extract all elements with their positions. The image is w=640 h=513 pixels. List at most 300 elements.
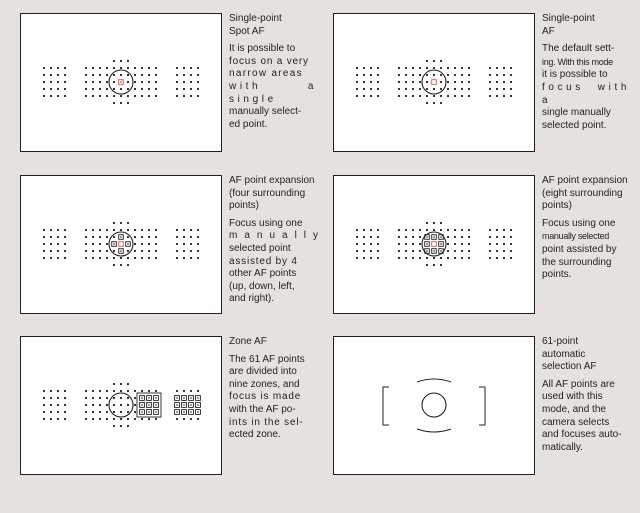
frame-bracket-left [383, 387, 389, 425]
body-line: ing. With this mode [542, 56, 613, 67]
af-point-dot [489, 229, 491, 231]
af-point-dot [113, 229, 115, 231]
af-point-dot [99, 404, 101, 406]
af-point-dot [405, 257, 407, 259]
af-point-dot [433, 257, 435, 259]
af-point-dot [155, 74, 157, 76]
af-point-dot [489, 81, 491, 83]
af-point-zone-dot [141, 411, 143, 413]
af-point-dot [148, 74, 150, 76]
af-point-dot [183, 81, 185, 83]
af-point-dot [148, 95, 150, 97]
af-point-zone-dot [183, 404, 185, 406]
af-point-dot [412, 74, 414, 76]
af-point-dot [127, 222, 129, 224]
af-point-dot [356, 81, 358, 83]
af-point-dot [120, 95, 122, 97]
af-point-dot [50, 236, 52, 238]
af-point-dot [43, 411, 45, 413]
af-point-dot [412, 257, 414, 259]
af-point-dot [489, 67, 491, 69]
title-spot-af [229, 13, 317, 38]
af-diagram-spot [21, 14, 221, 151]
af-point-dot [113, 383, 115, 385]
af-point-dot [64, 418, 66, 420]
af-point-dot [57, 95, 59, 97]
af-point-dot [419, 236, 421, 238]
af-point-dot [127, 264, 129, 266]
af-point-dot [92, 418, 94, 420]
af-point-dot [64, 243, 66, 245]
af-point-dot [113, 60, 115, 62]
af-point-dot [92, 390, 94, 392]
af-point-dot [120, 222, 122, 224]
af-point-dot [461, 81, 463, 83]
body-line: ints in the sel- [229, 416, 304, 428]
af-point-dot [412, 88, 414, 90]
center-circle [422, 232, 446, 256]
body-line: camera selects [542, 416, 610, 428]
af-point-dot [43, 397, 45, 399]
af-point-zone-dot [197, 411, 199, 413]
af-point-dot [155, 95, 157, 97]
af-point-dot [197, 243, 199, 245]
af-point-dot [447, 81, 449, 83]
af-point-dot [113, 390, 115, 392]
title-line: selection AF [542, 361, 597, 373]
title-zone-af [229, 336, 317, 349]
title-line: AF point expansion [542, 175, 628, 186]
af-point-dot [356, 74, 358, 76]
af-point-dot [510, 236, 512, 238]
af-point-dot [447, 236, 449, 238]
af-point-dot [64, 74, 66, 76]
af-point-dot [510, 95, 512, 97]
af-point-dot [113, 411, 115, 413]
af-point-dot [113, 397, 115, 399]
af-point-dot [85, 418, 87, 420]
af-point-dot [398, 250, 400, 252]
af-point-dot [148, 88, 150, 90]
af-point-dot [510, 243, 512, 245]
af-point-dot [370, 74, 372, 76]
af-point-dot [134, 411, 136, 413]
af-point-dot [377, 236, 379, 238]
body-zone-af [229, 354, 317, 442]
af-point-dot [197, 390, 199, 392]
af-point-dot [99, 250, 101, 252]
af-point-dot [190, 74, 192, 76]
body-line: ed point. [229, 118, 268, 130]
af-point-dot [148, 236, 150, 238]
af-point-dot [85, 81, 87, 83]
af-point-dot [50, 74, 52, 76]
af-point-dot [113, 250, 115, 252]
af-point-dot [155, 390, 157, 392]
title-line: Zone AF [229, 336, 267, 347]
af-point-dot [183, 67, 185, 69]
af-point-selected [119, 242, 124, 247]
af-point-dot [496, 236, 498, 238]
af-point-dot [496, 95, 498, 97]
af-point-dot [419, 81, 421, 83]
af-point-dot [461, 257, 463, 259]
af-point-dot [183, 88, 185, 90]
af-point-dot [57, 243, 59, 245]
af-point-dot [113, 67, 115, 69]
af-point-dot [197, 236, 199, 238]
af-point-dot [363, 74, 365, 76]
af-point-dot [370, 257, 372, 259]
af-point-dot [148, 67, 150, 69]
af-point-dot [43, 74, 45, 76]
af-point-dot [363, 88, 365, 90]
af-point-dot [496, 250, 498, 252]
af-point-dot [433, 60, 435, 62]
af-point-dot [503, 236, 505, 238]
af-point-dot [197, 229, 199, 231]
title-line: AF point expansion [229, 175, 315, 186]
af-point-dot [370, 67, 372, 69]
af-point-dot [64, 67, 66, 69]
af-point-dot [370, 88, 372, 90]
af-point-dot [412, 81, 414, 83]
af-point-dot [64, 95, 66, 97]
af-point-dot [92, 81, 94, 83]
af-point-dot [106, 236, 108, 238]
af-point-dot [134, 67, 136, 69]
af-point-dot [57, 74, 59, 76]
af-point-dot [197, 95, 199, 97]
af-point-dot [496, 88, 498, 90]
af-point-dot [176, 390, 178, 392]
viewfinder-auto-61 [333, 336, 535, 475]
af-point-dot [190, 243, 192, 245]
af-point-dot [120, 390, 122, 392]
af-point-dot [85, 390, 87, 392]
af-point-dot [50, 81, 52, 83]
spot-point-center [120, 81, 122, 83]
af-point-dot [197, 250, 199, 252]
af-point-dot [106, 81, 108, 83]
af-point-dot [106, 418, 108, 420]
body-line: used with this [542, 391, 603, 403]
af-point-dot [503, 257, 505, 259]
af-point-zone-dot [155, 404, 157, 406]
af-point-dot [468, 250, 470, 252]
af-point-zone-dot [190, 411, 192, 413]
title-single-point-af [542, 13, 630, 38]
af-point-dot [370, 250, 372, 252]
af-point-dot [85, 229, 87, 231]
af-point-dot [127, 250, 129, 252]
af-point-dot [43, 418, 45, 420]
af-point-dot [440, 95, 442, 97]
af-point-dot [440, 264, 442, 266]
viewfinder-zone-af [20, 336, 222, 475]
af-point-dot [113, 222, 115, 224]
af-point-dot [503, 67, 505, 69]
af-point-dot [419, 95, 421, 97]
af-point-dot [503, 88, 505, 90]
af-point-selected [432, 80, 437, 85]
af-point-dot [120, 88, 122, 90]
body-line: selected point [229, 242, 291, 254]
af-point-dot [113, 81, 115, 83]
af-point-dot [419, 250, 421, 252]
af-point-dot [183, 74, 185, 76]
af-point-dot [85, 397, 87, 399]
af-point-dot [454, 67, 456, 69]
af-point-dot [141, 243, 143, 245]
description-expansion-four [229, 175, 326, 306]
af-point-assist-dot [440, 243, 442, 245]
body-line: manually select- [229, 106, 302, 118]
af-point-dot [85, 411, 87, 413]
af-point-assist-dot [433, 250, 435, 252]
af-point-dot [113, 257, 115, 259]
af-point-dot [43, 250, 45, 252]
af-point-dot [419, 88, 421, 90]
af-point-dot [447, 243, 449, 245]
af-point-dot [127, 425, 129, 427]
af-point-dot [426, 88, 428, 90]
af-point-dot [92, 236, 94, 238]
af-point-dot [113, 418, 115, 420]
af-point-assist-dot [426, 250, 428, 252]
af-point-dot [57, 67, 59, 69]
af-point-dot [370, 236, 372, 238]
af-point-dot [85, 257, 87, 259]
af-point-dot [377, 95, 379, 97]
af-point-dot [43, 404, 45, 406]
af-point-assist-dot [113, 243, 115, 245]
af-point-dot [426, 74, 428, 76]
af-point-dot [85, 88, 87, 90]
af-point-dot [155, 229, 157, 231]
af-point-dot [85, 404, 87, 406]
body-line: The default sett- [542, 43, 615, 55]
af-point-dot [440, 74, 442, 76]
title-line: AF [542, 25, 555, 37]
af-point-dot [50, 243, 52, 245]
af-point-dot [141, 95, 143, 97]
af-point-dot [92, 404, 94, 406]
af-point-dot [356, 67, 358, 69]
af-point-dot [454, 229, 456, 231]
title-expansion-eight [542, 175, 630, 213]
title-line: (four surrounding [229, 187, 306, 199]
af-point-assist-dot [440, 236, 442, 238]
af-point-dot [503, 250, 505, 252]
af-point-zone-dot [148, 404, 150, 406]
af-point-dot [461, 88, 463, 90]
af-point-dot [447, 229, 449, 231]
af-point-dot [127, 397, 129, 399]
af-point-dot [461, 74, 463, 76]
af-point-dot [398, 88, 400, 90]
af-point-dot [148, 229, 150, 231]
af-point-dot [92, 88, 94, 90]
af-point-dot [440, 229, 442, 231]
af-point-dot [64, 411, 66, 413]
af-point-dot [120, 102, 122, 104]
af-point-dot [141, 88, 143, 90]
body-single-point-af [542, 43, 630, 132]
af-point-dot [50, 404, 52, 406]
af-point-dot [127, 81, 129, 83]
af-point-zone-dot [197, 397, 199, 399]
af-point-zone-dot [141, 404, 143, 406]
af-point-dot [120, 404, 122, 406]
af-point-dot [106, 243, 108, 245]
af-point-dot [405, 88, 407, 90]
af-point-dot [489, 88, 491, 90]
af-point-dot [92, 67, 94, 69]
af-point-zone-dot [183, 397, 185, 399]
af-point-dot [155, 243, 157, 245]
af-point-dot [50, 257, 52, 259]
af-point-dot [134, 404, 136, 406]
af-point-dot [148, 390, 150, 392]
af-point-dot [433, 88, 435, 90]
af-point-dot [141, 67, 143, 69]
af-point-dot [64, 236, 66, 238]
af-point-dot [370, 95, 372, 97]
af-point-dot [127, 95, 129, 97]
af-point-dot [356, 257, 358, 259]
af-point-dot [412, 243, 414, 245]
af-point-dot [461, 243, 463, 245]
af-point-dot [419, 67, 421, 69]
body-line: with a single [229, 80, 317, 105]
frame-arc-bottom [417, 429, 451, 432]
af-point-dot [50, 88, 52, 90]
body-expansion-eight [542, 218, 630, 282]
af-point-dot [155, 257, 157, 259]
af-point-zone-dot [197, 404, 199, 406]
af-point-dot [99, 257, 101, 259]
af-point-dot [120, 229, 122, 231]
af-point-dot [370, 243, 372, 245]
af-point-dot [370, 229, 372, 231]
af-point-dot [496, 74, 498, 76]
af-point-dot [99, 95, 101, 97]
af-point-dot [92, 257, 94, 259]
af-point-dot [426, 67, 428, 69]
af-point-dot [85, 67, 87, 69]
af-point-dot [120, 74, 122, 76]
af-point-zone-dot [155, 411, 157, 413]
description-spot-af [229, 13, 317, 131]
description-zone-af [229, 336, 317, 442]
af-point-dot [454, 257, 456, 259]
af-point-dot [134, 74, 136, 76]
af-point-dot [398, 95, 400, 97]
af-point-dot [106, 67, 108, 69]
af-point-dot [489, 243, 491, 245]
body-line: Focus using one [542, 217, 616, 229]
af-point-dot [120, 264, 122, 266]
af-point-dot [134, 397, 136, 399]
af-point-assist-dot [440, 250, 442, 252]
af-point-dot [50, 418, 52, 420]
af-point-dot [106, 95, 108, 97]
af-point-assist-dot [120, 250, 122, 252]
title-line: Single-point [542, 13, 595, 24]
af-point-dot [447, 74, 449, 76]
af-point-dot [64, 257, 66, 259]
af-point-dot [440, 67, 442, 69]
af-point-dot [155, 81, 157, 83]
body-line: other AF points [229, 268, 297, 280]
af-point-dot [190, 418, 192, 420]
af-point-dot [356, 236, 358, 238]
body-line: matically. [542, 441, 583, 453]
af-point-dot [176, 418, 178, 420]
af-point-dot [503, 243, 505, 245]
af-point-dot [113, 425, 115, 427]
af-point-dot [127, 74, 129, 76]
af-point-dot [426, 81, 428, 83]
af-point-dot [50, 67, 52, 69]
af-point-dot [433, 74, 435, 76]
af-point-dot [57, 236, 59, 238]
af-point-dot [461, 67, 463, 69]
af-point-dot [50, 411, 52, 413]
af-point-dot [510, 74, 512, 76]
af-point-dot [426, 229, 428, 231]
body-line: It is possible to [229, 43, 296, 55]
af-point-zone-dot [148, 411, 150, 413]
af-point-dot [489, 257, 491, 259]
af-point-dot [489, 236, 491, 238]
af-point-dot [454, 243, 456, 245]
af-point-dot [454, 95, 456, 97]
af-point-dot [412, 250, 414, 252]
af-point-dot [377, 250, 379, 252]
body-line: assisted by 4 [229, 255, 298, 267]
af-point-dot [440, 81, 442, 83]
af-point-zone-dot [155, 397, 157, 399]
af-point-dot [190, 257, 192, 259]
af-point-dot [183, 390, 185, 392]
af-point-dot [120, 418, 122, 420]
af-point-dot [106, 404, 108, 406]
af-point-dot [64, 88, 66, 90]
af-point-dot [141, 418, 143, 420]
af-point-dot [405, 81, 407, 83]
af-point-dot [398, 229, 400, 231]
af-point-dot [57, 81, 59, 83]
af-point-dot [510, 67, 512, 69]
af-point-dot [120, 425, 122, 427]
af-point-dot [99, 88, 101, 90]
af-point-dot [440, 88, 442, 90]
af-point-dot [356, 88, 358, 90]
af-diagram-auto-61 [334, 337, 534, 474]
body-line: and right). [229, 293, 275, 305]
af-point-dot [496, 257, 498, 259]
af-point-dot [176, 257, 178, 259]
af-point-dot [106, 397, 108, 399]
af-point-dot [405, 250, 407, 252]
af-point-dot [134, 418, 136, 420]
af-point-dot [113, 88, 115, 90]
af-point-dot [377, 81, 379, 83]
af-point-dot [503, 95, 505, 97]
af-point-dot [468, 74, 470, 76]
